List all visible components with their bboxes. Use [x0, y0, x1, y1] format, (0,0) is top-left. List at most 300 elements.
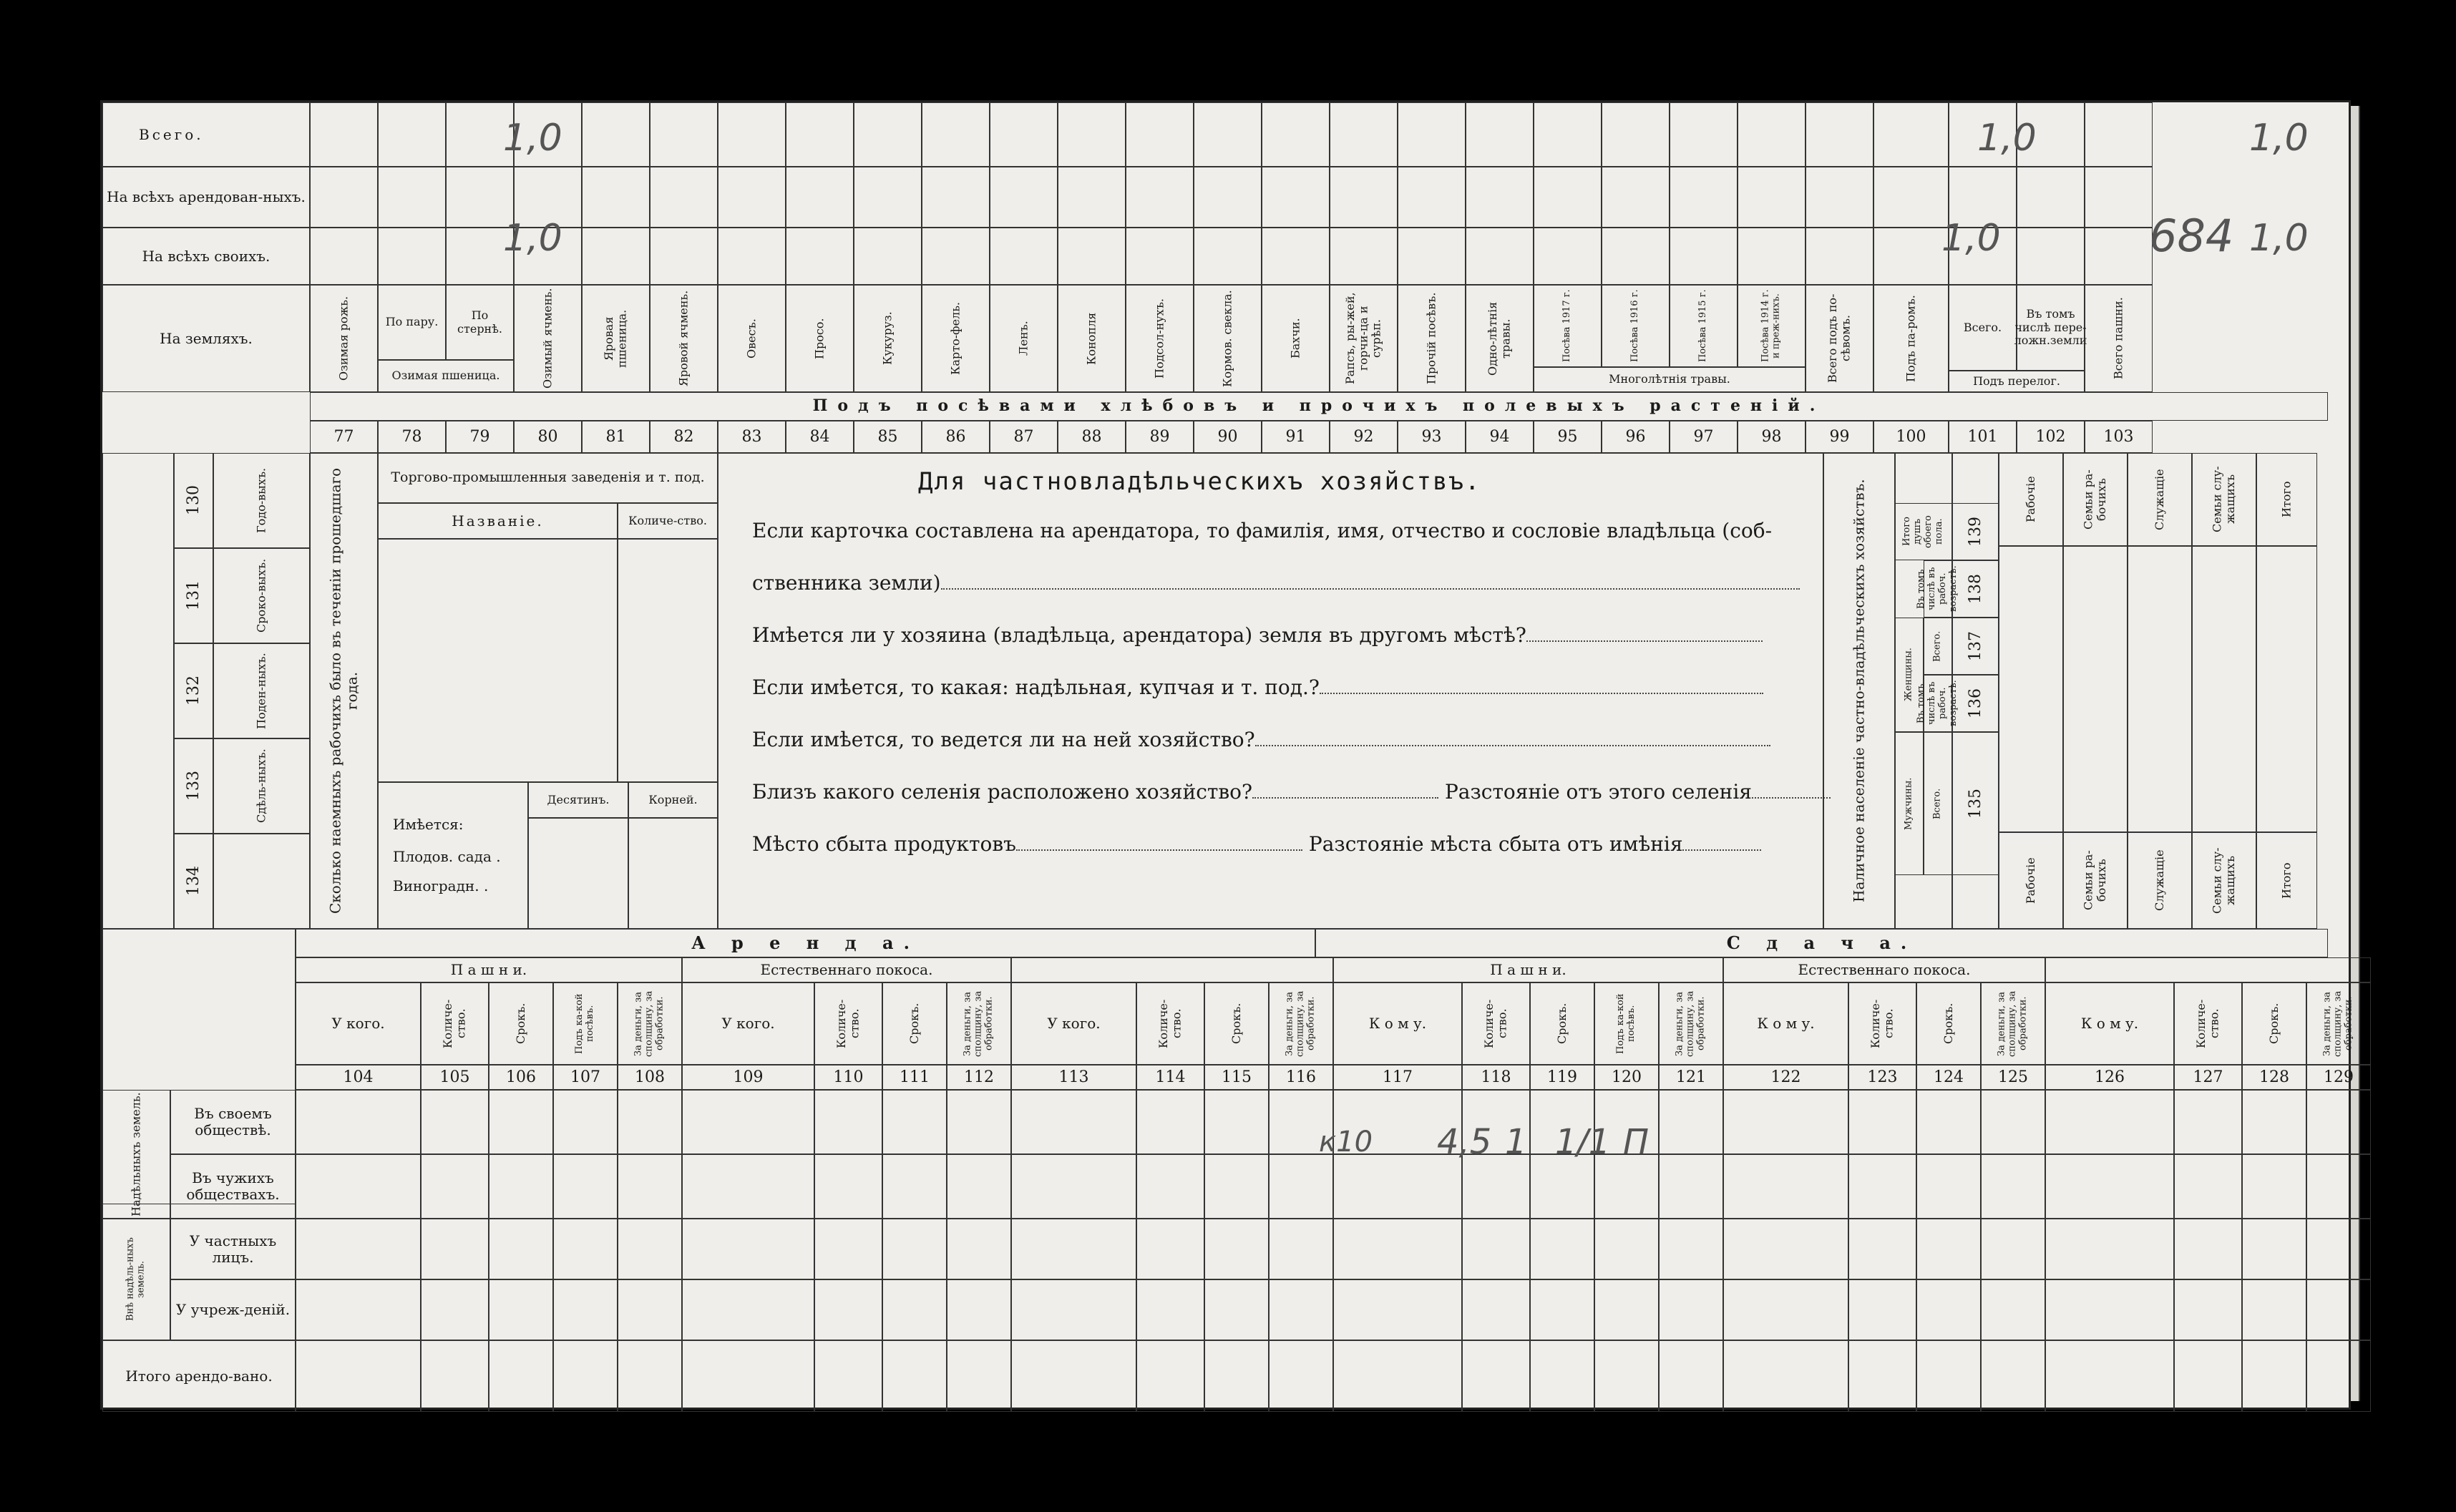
- lease-cell: [2045, 1340, 2174, 1412]
- crop-cell-rented: [1398, 167, 1466, 228]
- role-head: Итого: [2256, 453, 2317, 546]
- handwritten-entry: 684: [2149, 210, 2234, 262]
- role-foot: Рабочiе: [1999, 832, 2063, 929]
- lease-cell: [814, 1340, 882, 1412]
- lease-cell: [947, 1219, 1011, 1279]
- lease-cell: [489, 1279, 553, 1340]
- handwritten-entry: 1/1: [1555, 1122, 1611, 1162]
- crop-col-head: Озимый ячмень.: [514, 285, 582, 392]
- hired-type: Годо-выхъ.: [213, 453, 310, 548]
- crop-col-num: 82: [650, 421, 718, 453]
- lease-col-head: Срокъ.: [1916, 982, 1981, 1065]
- crop-col-num: 100: [1873, 421, 1949, 453]
- hired-type: Сроко-выхъ.: [213, 548, 310, 643]
- lease-cell: [618, 1340, 682, 1412]
- row-r5: Итого арендо-вано.: [102, 1340, 296, 1412]
- lease-cell: [1981, 1154, 2045, 1219]
- handwritten-entry: П: [1623, 1122, 1649, 1162]
- lease-col-num: 110: [814, 1065, 882, 1090]
- crop-cell-rented: [1194, 167, 1262, 228]
- hired-num: 133: [174, 738, 213, 834]
- crop-cell-rented: [1806, 167, 1873, 228]
- lease-cell: [2174, 1340, 2242, 1412]
- lease-cell: [682, 1219, 814, 1279]
- hired-num: 131: [174, 548, 213, 643]
- lease-col-num: 116: [1269, 1065, 1333, 1090]
- crop-cell-own: [1126, 228, 1194, 285]
- lease-cell: [1462, 1340, 1530, 1412]
- lease-col-head: Количе-ство.: [1462, 982, 1530, 1065]
- lease-col-head: Количе-ство.: [814, 982, 882, 1065]
- group-vne: Внѣ надѣль-ныхъ земель.: [102, 1219, 170, 1340]
- lease-cell: [1204, 1340, 1269, 1412]
- lease-cell: [882, 1219, 947, 1279]
- pop-itogo: Итого душъ обоего пола.: [1895, 503, 1952, 560]
- lease-cell: [1659, 1154, 1723, 1219]
- pop-vtom-m: Въ томъ числѣ въ рабоч. возрастѣ.: [1924, 675, 1952, 732]
- lease-cell: [296, 1154, 421, 1219]
- lease-col-num: 127: [2174, 1065, 2242, 1090]
- lease-cell: [489, 1090, 553, 1154]
- lease-cell: [1011, 1340, 1136, 1412]
- row-r2: Въ чужихъ обществахъ.: [170, 1154, 296, 1219]
- crop-cell-total: [1738, 102, 1806, 167]
- crop-col-num: 92: [1330, 421, 1398, 453]
- hired-num: 130: [174, 453, 213, 548]
- lease-cell: [421, 1340, 489, 1412]
- crop-col-head: Кормов. свекла.: [1194, 285, 1262, 392]
- lease-cell: [1204, 1279, 1269, 1340]
- lease-cell: [1269, 1279, 1333, 1340]
- des-head: Десятинъ.: [528, 782, 628, 818]
- lease-cell: [2306, 1154, 2371, 1219]
- crop-cell-rented: [1534, 167, 1602, 228]
- lease-cell: [2306, 1219, 2371, 1279]
- lease-col-num: 112: [947, 1065, 1011, 1090]
- lease-col-num: 108: [618, 1065, 682, 1090]
- lease-cell: [296, 1219, 421, 1279]
- crop-col-head: Бахчи.: [1262, 285, 1330, 392]
- role-head: Служащiе: [2128, 453, 2192, 546]
- lease-cell: [553, 1279, 618, 1340]
- lease-cell: [2242, 1154, 2306, 1219]
- lease-col-num: 114: [1136, 1065, 1204, 1090]
- vineyard-label: Виноградн. .: [393, 877, 489, 894]
- crop-cell-total: [1330, 102, 1398, 167]
- lease-col-head: У кого.: [1011, 982, 1136, 1065]
- lease-cell: [2045, 1219, 2174, 1279]
- q3: Если имѣется, то какая: надѣльная, купчая и т. под.?: [752, 675, 1763, 699]
- q6: Мѣсто сбыта продуктовъ Разстоянiе мѣста сбыта отъ имѣнiя: [752, 832, 1761, 856]
- arenda-pokos: Естественнаго покоса.: [682, 957, 1011, 982]
- crop-cell-own: [650, 228, 718, 285]
- lease-cell: [618, 1090, 682, 1154]
- q1a: Если карточка составлена на арендатора, то фамилiя, имя, отчество и сословiе владѣльца (соб-: [752, 519, 1773, 542]
- crop-col-num: 94: [1466, 421, 1534, 453]
- lease-col-head: Количе-ство.: [421, 982, 489, 1065]
- lease-cell: [2306, 1090, 2371, 1154]
- lease-col-head: Подъ ка-кой посѣвъ.: [553, 982, 618, 1065]
- lease-cell: [1848, 1340, 1916, 1412]
- lease-col-num: 111: [882, 1065, 947, 1090]
- lease-col-head: У кого.: [682, 982, 814, 1065]
- lease-cell: [1659, 1279, 1723, 1340]
- handwritten-entry: 4,5: [1437, 1122, 1492, 1162]
- row-r1: Въ своемъ обществѣ.: [170, 1090, 296, 1154]
- lease-col-head: Срокъ.: [2242, 982, 2306, 1065]
- trade-name-head: Названiе.: [378, 503, 618, 539]
- lease-cell: [1333, 1154, 1462, 1219]
- lease-cell: [682, 1154, 814, 1219]
- lease-cell: [553, 1154, 618, 1219]
- crop-col-num: 78: [378, 421, 446, 453]
- handwritten-entry: 1,0: [2249, 217, 2309, 260]
- sowing-band: Подъ посѣвами хлѣбовъ и прочихъ полевыхъ растенiй.: [310, 392, 2328, 421]
- crop-cell-total: [990, 102, 1058, 167]
- role-cell: [2128, 546, 2192, 832]
- crop-col-head: Кукуруз.: [854, 285, 922, 392]
- lease-cell: [1723, 1219, 1848, 1279]
- lease-cell: [1530, 1154, 1594, 1219]
- crop-cell-total: [854, 102, 922, 167]
- crop-col-num: 88: [1058, 421, 1126, 453]
- crop-cell-own: [1670, 228, 1738, 285]
- crop-col-num: 93: [1398, 421, 1466, 453]
- trade-qty-head: Количе-ство.: [618, 503, 718, 539]
- lease-cell: [1462, 1219, 1530, 1279]
- census-card: [100, 100, 2354, 1410]
- lease-cell: [2045, 1279, 2174, 1340]
- row-vsego-label: Всего.: [102, 102, 310, 167]
- lease-cell: [1723, 1090, 1848, 1154]
- lease-cell: [618, 1154, 682, 1219]
- crop-col-head: Карто-фель.: [922, 285, 990, 392]
- hired-title: Сколько наемныхъ рабочихъ было въ теченiи прошедшаго года.: [310, 453, 378, 929]
- crop-cell-rented: [1126, 167, 1194, 228]
- lease-cell: [1204, 1090, 1269, 1154]
- lease-cell: [553, 1090, 618, 1154]
- crop-cell-own: [854, 228, 922, 285]
- handwritten-entry: 1: [1505, 1122, 1527, 1162]
- lease-cell: [1530, 1279, 1594, 1340]
- crop-cell-total: [650, 102, 718, 167]
- q1b: ственника земли): [752, 571, 1800, 595]
- lease-col-num: 113: [1011, 1065, 1136, 1090]
- lease-cell: [2045, 1090, 2174, 1154]
- crop-cell-own: [1466, 228, 1534, 285]
- orchard-block: [378, 782, 528, 929]
- lease-cell: [2242, 1340, 2306, 1412]
- q5: Близъ какого селенiя расположено хозяйство? Разстоянiе отъ этого селенiя: [752, 780, 1831, 804]
- crop-col-head: Озимая рожь.: [310, 285, 378, 392]
- crop-cell-own: [786, 228, 854, 285]
- lease-cell: [1916, 1340, 1981, 1412]
- lease-cell: [1136, 1340, 1204, 1412]
- lease-cell: [1916, 1279, 1981, 1340]
- lease-cell: [1981, 1279, 2045, 1340]
- lease-cell: [1659, 1340, 1723, 1412]
- lease-cell: [553, 1340, 618, 1412]
- lease-cell: [1594, 1340, 1659, 1412]
- has-label: Имѣется:: [393, 816, 464, 833]
- lease-cell: [1848, 1219, 1916, 1279]
- row-zemli-label: На земляхъ.: [102, 285, 310, 392]
- crop-cell-own: [922, 228, 990, 285]
- crop-cell-rented: [1262, 167, 1330, 228]
- crop-cell-own: [1194, 228, 1262, 285]
- lease-col-head: Срокъ.: [489, 982, 553, 1065]
- lease-col-num: 124: [1916, 1065, 1981, 1090]
- role-foot: Семьи слу-жащихъ: [2192, 832, 2256, 929]
- lease-cell: [814, 1090, 882, 1154]
- q4: Если имѣется, то ведется ли на ней хозяйство?: [752, 728, 1770, 751]
- pop-vsego-w: Всего.: [1924, 618, 1952, 675]
- crop-col-head: Всего подъ по-сѣвомъ.: [1806, 285, 1873, 392]
- handwritten-entry: 1,0: [1977, 117, 2037, 160]
- crop-cell-own: [1058, 228, 1126, 285]
- lease-col-head: За деньги, за сполщину, за обработки.: [1269, 982, 1333, 1065]
- lease-col-head: За деньги, за сполщину, за обработки.: [618, 982, 682, 1065]
- crop-cell-rented: [1602, 167, 1670, 228]
- role-foot: Служащiе: [2128, 832, 2192, 929]
- lease-col-head: Срокъ.: [882, 982, 947, 1065]
- lease-col-head: У кого.: [296, 982, 421, 1065]
- crop-col-num: 86: [922, 421, 990, 453]
- role-head: Семьи ра-бочихъ: [2063, 453, 2128, 546]
- crop-cell-rented: [582, 167, 650, 228]
- lease-cell: [1136, 1154, 1204, 1219]
- lease-cell: [1659, 1219, 1723, 1279]
- crop-cell-own: [1330, 228, 1398, 285]
- crop-col-num: 83: [718, 421, 786, 453]
- arenda-head: А р е н д а.: [296, 929, 1315, 957]
- lease-col-num: 117: [1333, 1065, 1462, 1090]
- lease-cell: [1594, 1279, 1659, 1340]
- crop-col-num: 87: [990, 421, 1058, 453]
- crop-col-num: 84: [786, 421, 854, 453]
- crop-col-head: Подъ па-ромъ.: [1873, 285, 1949, 392]
- lease-cell: [1848, 1090, 1916, 1154]
- lease-col-num: 119: [1530, 1065, 1594, 1090]
- lease-cell: [1462, 1154, 1530, 1219]
- crop-col-head: Конопля: [1058, 285, 1126, 392]
- trade-qty-cells: [618, 539, 718, 782]
- lease-cell: [296, 1090, 421, 1154]
- lease-cell: [1136, 1090, 1204, 1154]
- crop-col-num: 102: [2017, 421, 2085, 453]
- crop-cell-own: [378, 228, 446, 285]
- trade-title: Торгово-промышленныя заведенiя и т. под.: [378, 453, 718, 503]
- lease-col-num: 122: [1723, 1065, 1848, 1090]
- role-head: Семьи слу-жащихъ: [2192, 453, 2256, 546]
- lease-cell: [296, 1340, 421, 1412]
- lease-col-num: 107: [553, 1065, 618, 1090]
- lease-cell: [1136, 1279, 1204, 1340]
- lease-cell: [421, 1090, 489, 1154]
- private-title: Для частновладѣльческихъ хозяйствъ.: [918, 467, 1481, 496]
- lease-cell: [2306, 1279, 2371, 1340]
- crop-col-num: 96: [1602, 421, 1670, 453]
- crop-col-num: 81: [582, 421, 650, 453]
- lease-cell: [1269, 1154, 1333, 1219]
- crop-col-head: Яровой ячмень.: [650, 285, 718, 392]
- ozim-label: Озимая пшеница.: [378, 360, 514, 392]
- lease-col-num: 109: [682, 1065, 814, 1090]
- lease-cell: [814, 1279, 882, 1340]
- crop-cell-total: [1466, 102, 1534, 167]
- role-cell: [2063, 546, 2128, 832]
- crop-cell-own: [990, 228, 1058, 285]
- crop-col-num: 77: [310, 421, 378, 453]
- lease-cell: [814, 1154, 882, 1219]
- lease-cell: [2174, 1154, 2242, 1219]
- lease-cell: [1011, 1279, 1136, 1340]
- lease-col-num: 126: [2045, 1065, 2174, 1090]
- hired-blank: [102, 453, 174, 929]
- crop-cell-own: [1262, 228, 1330, 285]
- lease-cell: [1916, 1219, 1981, 1279]
- pop-num: 135: [1952, 732, 1999, 875]
- lease-cell: [1333, 1340, 1462, 1412]
- lease-cell: [947, 1279, 1011, 1340]
- row-r4: У учреж-денiй.: [170, 1279, 296, 1340]
- crop-col-num: 95: [1534, 421, 1602, 453]
- lease-cell: [1723, 1154, 1848, 1219]
- crop-cell-total: [1534, 102, 1602, 167]
- lease-cell: [553, 1219, 618, 1279]
- crop-col-head: Подсол-нухъ.: [1126, 285, 1194, 392]
- lease-cell: [1011, 1090, 1136, 1154]
- crop-col-head: Прочiй посѣвъ.: [1398, 285, 1466, 392]
- population-title: Наличное населенiе частно-владѣльческихъ хозяйствъ.: [1823, 453, 1895, 929]
- crop-cell-total: [1602, 102, 1670, 167]
- role-cell: [1999, 546, 2063, 832]
- lease-cell: [947, 1090, 1011, 1154]
- lease-cell: [618, 1279, 682, 1340]
- lease-col-num: 106: [489, 1065, 553, 1090]
- crop-cell-total: [378, 102, 446, 167]
- crop-cell-total: [1873, 102, 1949, 167]
- lease-cell: [2242, 1090, 2306, 1154]
- lease-cell: [1269, 1219, 1333, 1279]
- kor-head: Корней.: [628, 782, 718, 818]
- crop-cell-rented: [310, 167, 378, 228]
- sdacha-pashni: П а ш н и.: [1333, 957, 1723, 982]
- pop-vsego-m: Всего.: [1924, 732, 1952, 875]
- lease-col-num: 104: [296, 1065, 421, 1090]
- crop-cell-rented: [378, 167, 446, 228]
- lease-cell: [1594, 1219, 1659, 1279]
- row-svoi-label: На всѣхъ своихъ.: [102, 228, 310, 285]
- crop-col-head: Рапсъ, ры-жей, горчи-ца и сурѣп.: [1330, 285, 1398, 392]
- crop-cell-rented: [922, 167, 990, 228]
- lease-col-head: За деньги, за сполщину, за обработки.: [2306, 982, 2371, 1065]
- lease-cell: [1011, 1154, 1136, 1219]
- crop-cell-own: [1806, 228, 1873, 285]
- lease-col-num: 123: [1848, 1065, 1916, 1090]
- lease-cell: [2174, 1219, 2242, 1279]
- lease-cell: [421, 1279, 489, 1340]
- lease-col-head: За деньги, за сполщину, за обработки.: [947, 982, 1011, 1065]
- crop-col-head: Посѣва 1916 г.: [1602, 285, 1670, 367]
- crop-cell-own: [1398, 228, 1466, 285]
- lease-cell: [421, 1154, 489, 1219]
- lease-cell: [1462, 1279, 1530, 1340]
- crop-col-num: 79: [446, 421, 514, 453]
- q2: Имѣется ли у хозяина (владѣльца, арендатора) земля въ другомъ мѣстѣ?: [752, 623, 1763, 647]
- lease-cell: [1204, 1219, 1269, 1279]
- crop-cell-total: [310, 102, 378, 167]
- lease-col-num: 121: [1659, 1065, 1723, 1090]
- crop-cell-total: [1194, 102, 1262, 167]
- lease-cell: [882, 1090, 947, 1154]
- mnog-label: Многолѣтнiя травы.: [1534, 367, 1806, 392]
- lease-col-head: К о м у.: [2045, 982, 2174, 1065]
- lease-cell: [1916, 1154, 1981, 1219]
- role-cell: [2256, 546, 2317, 832]
- lease-col-head: Количе-ство.: [2174, 982, 2242, 1065]
- lease-cell: [1530, 1219, 1594, 1279]
- pereg-label: Подъ перелог.: [1949, 371, 2085, 392]
- lease-col-head: Срокъ.: [1204, 982, 1269, 1065]
- lease-col-num: 118: [1462, 1065, 1530, 1090]
- lease-col-head: За деньги, за сполщину, за обработки.: [1981, 982, 2045, 1065]
- lease-cell: [1848, 1279, 1916, 1340]
- kor-cells: [628, 818, 718, 929]
- crop-cell-own: [1534, 228, 1602, 285]
- lease-col-num: 120: [1594, 1065, 1659, 1090]
- lease-col-num: 115: [1204, 1065, 1269, 1090]
- lease-cell: [882, 1340, 947, 1412]
- lease-cell: [882, 1154, 947, 1219]
- handwritten-entry: 1,0: [503, 117, 562, 160]
- row-r3: У частныхъ лицъ.: [170, 1219, 296, 1279]
- crop-cell-own: [2085, 228, 2153, 285]
- crop-col-head: Одно-лѣтнiя травы.: [1466, 285, 1534, 392]
- trade-name-cells: [378, 539, 618, 782]
- crop-cell-total: [922, 102, 990, 167]
- group-nadel: Надѣльныхъ земель.: [102, 1090, 170, 1219]
- lease-col-num: 105: [421, 1065, 489, 1090]
- crop-col-head: Въ томъ числѣ пере-ложн.земли: [2017, 285, 2085, 371]
- lease-cell: [682, 1279, 814, 1340]
- lease-cell: [2174, 1090, 2242, 1154]
- handwritten-entry: 1,0: [503, 217, 562, 260]
- crop-col-head: Просо.: [786, 285, 854, 392]
- lease-cell: [1723, 1340, 1848, 1412]
- lease-cell: [2045, 1154, 2174, 1219]
- pop-num: 137: [1952, 618, 1999, 675]
- lease-cell: [2174, 1279, 2242, 1340]
- lease-col-num: 129: [2306, 1065, 2371, 1090]
- handwritten-entry: 1,0: [2249, 117, 2309, 160]
- lease-cell: [1594, 1154, 1659, 1219]
- lease-cell: [618, 1219, 682, 1279]
- crop-col-num: 80: [514, 421, 582, 453]
- crop-col-head: Яровая пшеница.: [582, 285, 650, 392]
- lease-cell: [682, 1340, 814, 1412]
- pop-num: 139: [1952, 503, 1999, 560]
- lease-col-head: К о м у.: [1333, 982, 1462, 1065]
- crop-cell-total: [1806, 102, 1873, 167]
- lease-cell: [1848, 1154, 1916, 1219]
- lease-cell: [1723, 1279, 1848, 1340]
- role-cell: [2192, 546, 2256, 832]
- lease-col-head: Количе-ство.: [1136, 982, 1204, 1065]
- pop-women: Женщины.: [1895, 618, 1924, 732]
- crop-cell-rented: [1670, 167, 1738, 228]
- crop-col-num: 90: [1194, 421, 1262, 453]
